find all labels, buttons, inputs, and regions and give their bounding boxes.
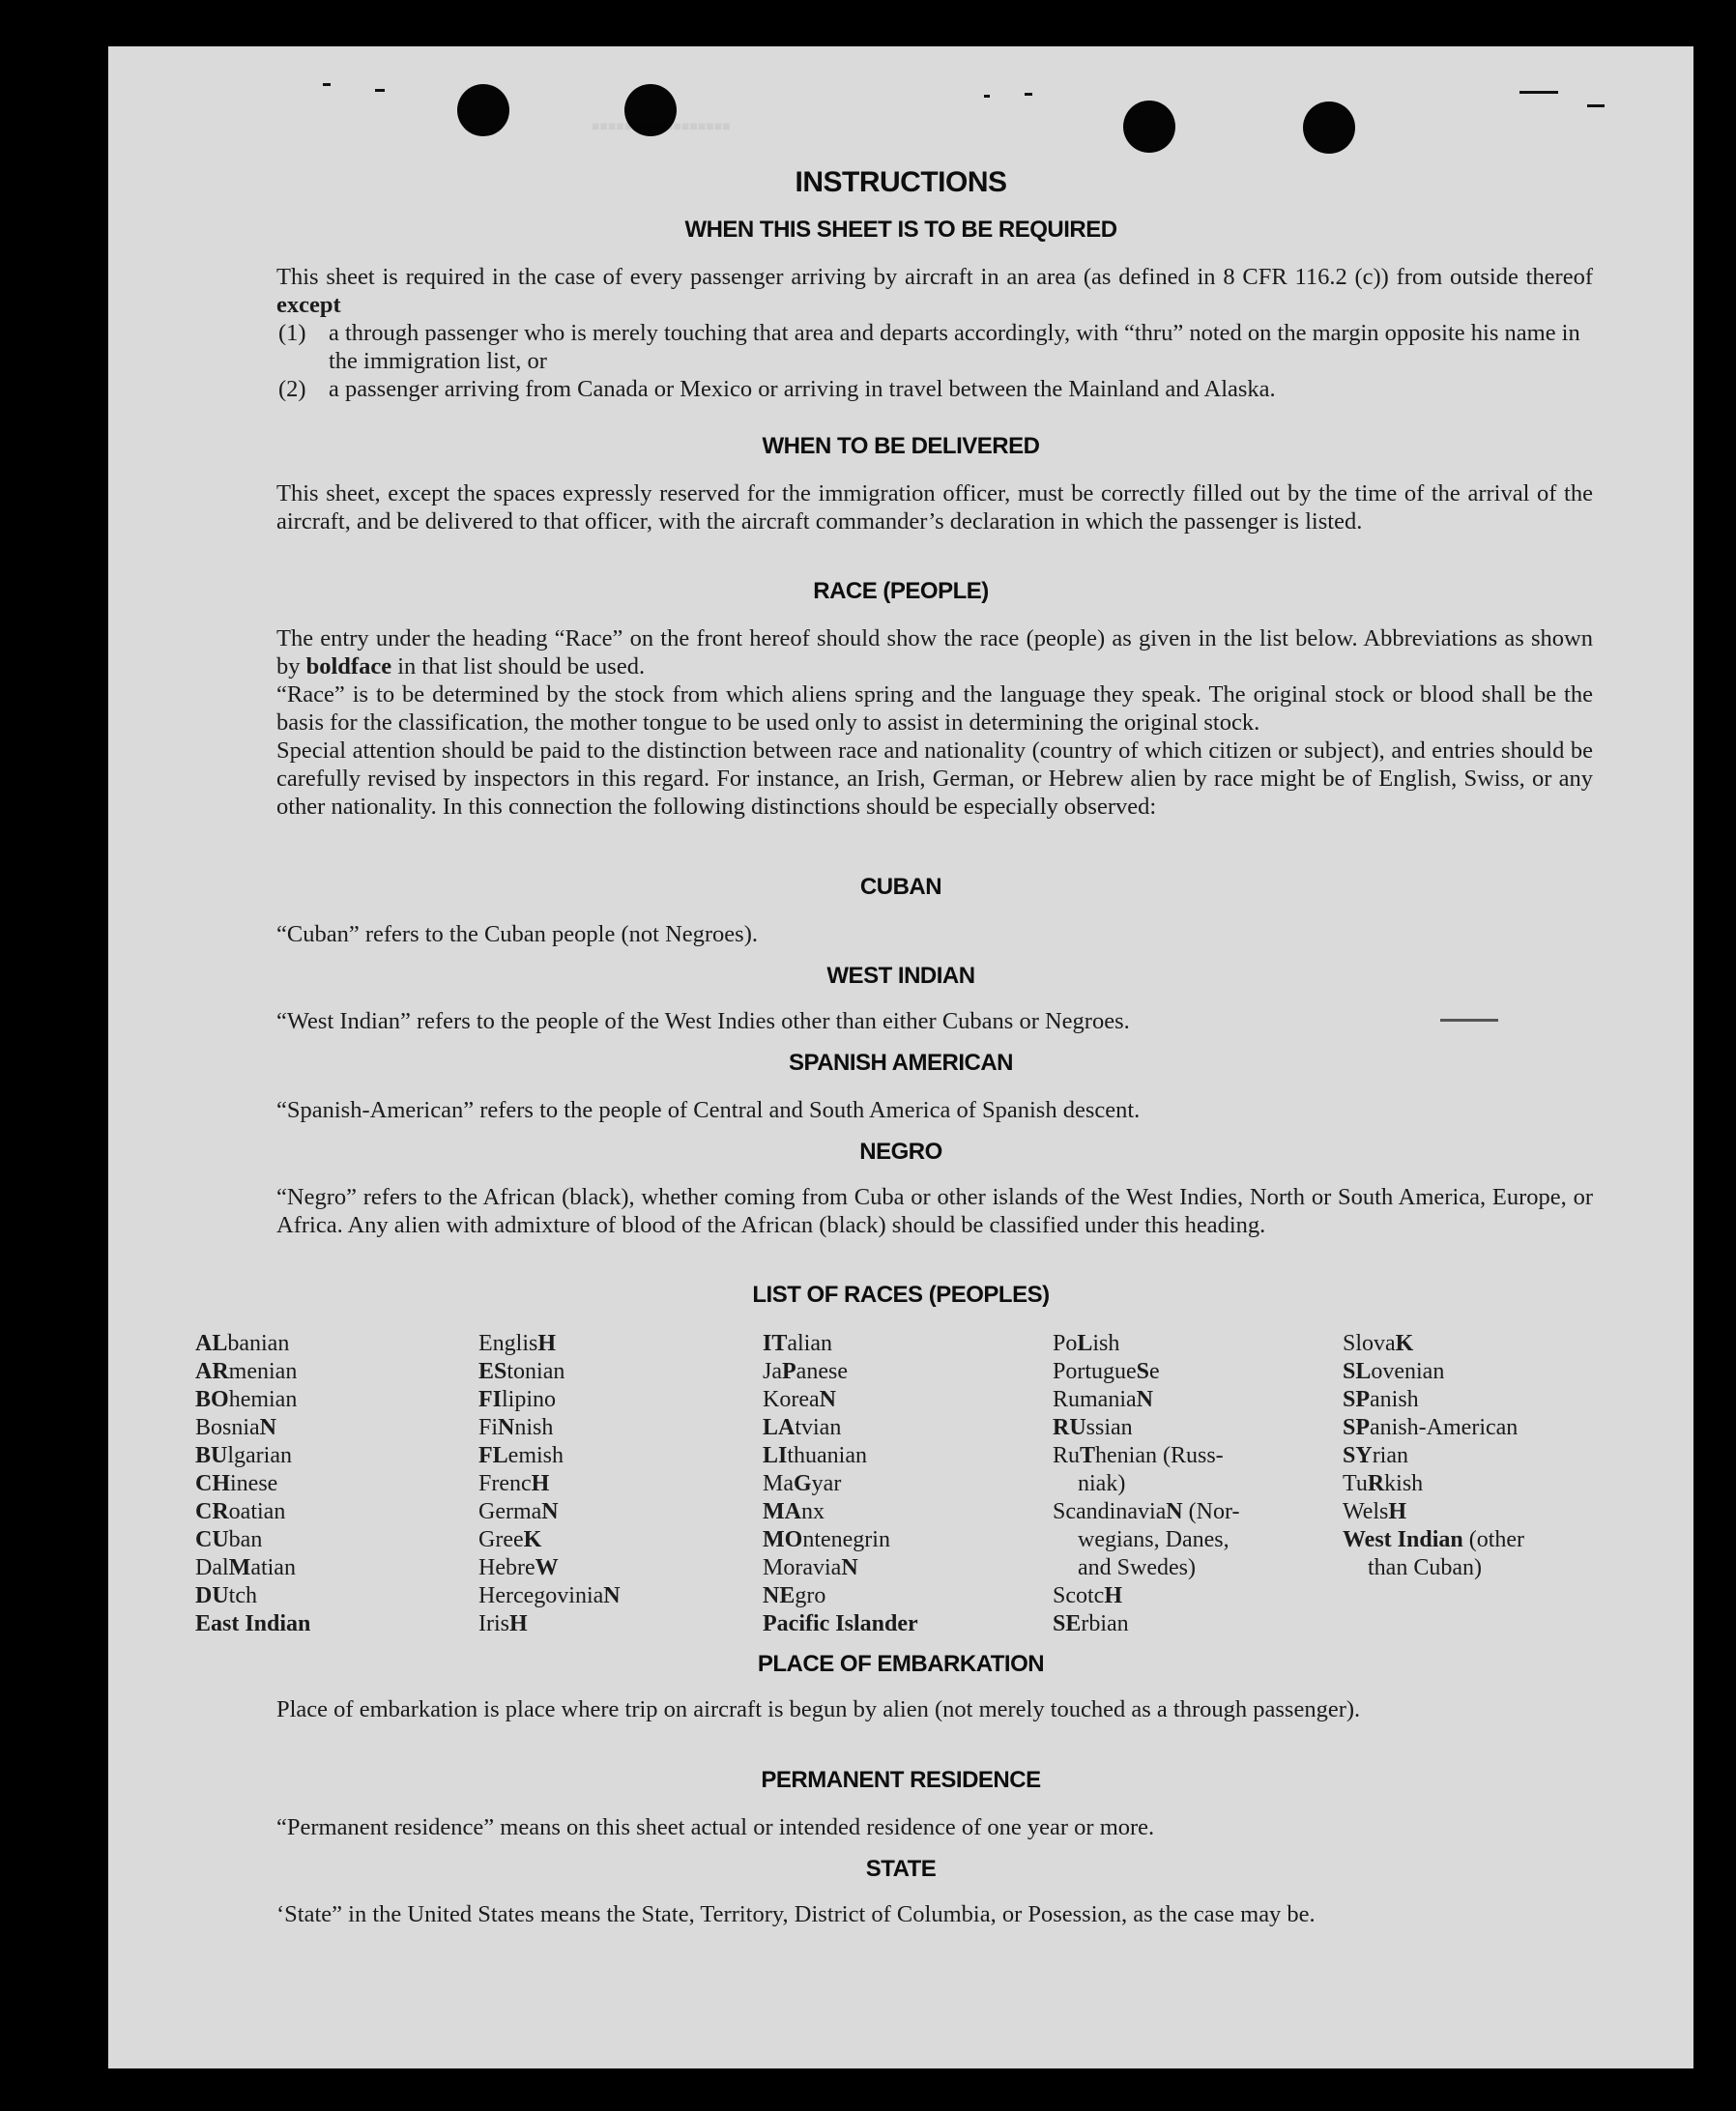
- speck: [1025, 93, 1032, 96]
- race-list-item: [763, 1330, 918, 1358]
- race-name-part: Tu: [1343, 1471, 1368, 1496]
- race-name-part: kish: [1384, 1471, 1424, 1496]
- west-indian-text: “West Indian” refers to the people of the West Indies other than either Cubans or Negroes.: [276, 1008, 1130, 1034]
- race-name-part: wegians, Danes,: [1078, 1527, 1230, 1552]
- race-name-part: ban: [228, 1527, 263, 1552]
- race-abbrev-bold: N: [1136, 1387, 1153, 1412]
- residence-text: “Permanent residence” means on this sheet actual or intended residence of one year or more.: [276, 1814, 1155, 1840]
- race-name-part: Fi: [478, 1415, 499, 1440]
- race-name-part: banian: [227, 1331, 290, 1356]
- race-name-part: tvian: [795, 1415, 842, 1440]
- speck: [375, 89, 385, 92]
- race-list-item: [1343, 1330, 1524, 1358]
- race-name-part: atian: [250, 1555, 296, 1580]
- race-abbrev-bold: W: [535, 1555, 559, 1580]
- race-list-item: [195, 1498, 310, 1526]
- race-abbrev-bold: N: [498, 1415, 515, 1440]
- race-name-part: rian: [1372, 1443, 1408, 1468]
- race-abbrev-bold: SP: [1343, 1415, 1371, 1440]
- race-name-part: hemian: [228, 1387, 298, 1412]
- race-list-item: [763, 1358, 918, 1386]
- race-name-part: Gree: [478, 1527, 524, 1552]
- race-abbrev-bold: CR: [195, 1499, 229, 1524]
- race-name-part: rbian: [1081, 1611, 1129, 1636]
- race-list-item: [1053, 1554, 1239, 1582]
- race-abbrev-bold: NE: [763, 1583, 796, 1608]
- race-list-item: [763, 1582, 918, 1610]
- race-list-item: [763, 1610, 918, 1638]
- race-name-part: Rumania: [1053, 1387, 1137, 1412]
- required-intro: This sheet is required in the case of every passenger arriving by aircraft in an area (as defined in 8 CFR 116.2 (c)) from outside thereof except: [276, 264, 1593, 318]
- race-list-item: [763, 1470, 918, 1498]
- race-name-part: niak): [1078, 1471, 1126, 1496]
- race-abbrev-bold: N: [603, 1583, 621, 1608]
- race-list-item: [763, 1498, 918, 1526]
- race-list-item: [195, 1358, 310, 1386]
- race-abbrev-bold: K: [1395, 1331, 1414, 1356]
- race-list-item: [478, 1526, 621, 1554]
- race-name-part: alian: [787, 1331, 832, 1356]
- race-name-part: nx: [800, 1499, 825, 1524]
- state-text: ‘State” in the United States means the State, Territory, District of Columbia, or Posession, as the case may be.: [276, 1901, 1316, 1927]
- race-list-item: [478, 1330, 621, 1358]
- race-abbrev-bold: K: [523, 1527, 542, 1552]
- punch-hole: [457, 84, 509, 136]
- race-abbrev-bold: N: [819, 1387, 836, 1412]
- race-list-item: [1053, 1442, 1239, 1470]
- race-abbrev-bold: LI: [763, 1443, 788, 1468]
- race-abbrev-bold: MA: [763, 1499, 801, 1524]
- race-abbrev-bold: West Indian: [1343, 1527, 1463, 1552]
- race-name-part: tch: [228, 1583, 257, 1608]
- race-name-part: tonian: [506, 1359, 565, 1384]
- race-name-part: ssian: [1085, 1415, 1133, 1440]
- race-list-item: [478, 1358, 621, 1386]
- speck: [1587, 104, 1605, 107]
- race-name-part: Wels: [1343, 1499, 1389, 1524]
- race-abbrev-bold: AR: [195, 1359, 229, 1384]
- race-list-item: [478, 1386, 621, 1414]
- race-name-part: Germa: [478, 1499, 542, 1524]
- race-list-item: [1343, 1554, 1524, 1582]
- show-through-text: ■■■■■■■■■■■■■■■■■: [592, 118, 731, 133]
- race-list-item: [1053, 1414, 1239, 1442]
- race-abbrev-bold: AL: [195, 1331, 228, 1356]
- race-list-column: [478, 1330, 621, 1638]
- race-name-part: than Cuban): [1368, 1555, 1482, 1580]
- heading-spanish-american: SPANISH AMERICAN: [788, 1050, 1013, 1076]
- race-name-part: and Swedes): [1078, 1555, 1196, 1580]
- race-name-part: ish: [1092, 1331, 1120, 1356]
- race-name-part: Portugue: [1053, 1359, 1137, 1384]
- required-item-1: (1) a through passenger who is merely touching that area and departs accordingly, with “thru” noted on the margin opposite his name in the immigration list, or: [278, 320, 1580, 374]
- race-name-part: Moravia: [763, 1555, 842, 1580]
- race-abbrev-bold: H: [1388, 1499, 1407, 1524]
- delivered-text: This sheet, except the spaces expressly reserved for the immigration officer, must be correctly filled out by the time of the arrival of the aircraft, and be delivered to that officer, with the aircraft commander’s declaration in which the passenger is listed.: [276, 480, 1593, 535]
- race-name-part: Dal: [195, 1555, 229, 1580]
- race-list-item: [478, 1414, 621, 1442]
- race-list-item: [195, 1442, 310, 1470]
- punch-hole: [1303, 101, 1355, 154]
- race-name-part: Ma: [763, 1471, 794, 1496]
- race-abbrev-bold: H: [537, 1331, 557, 1356]
- race-list-item: [1343, 1386, 1524, 1414]
- heading-negro: NEGRO: [859, 1139, 942, 1165]
- race-abbrev-bold: RU: [1053, 1415, 1086, 1440]
- heading-permanent-residence: PERMANENT RESIDENCE: [761, 1767, 1041, 1793]
- except-bold: except: [276, 292, 341, 318]
- race-name-part: thuanian: [787, 1443, 867, 1468]
- race-name-part: Korea: [763, 1387, 820, 1412]
- race-name-part: (other: [1462, 1527, 1525, 1552]
- race-list-column: [1343, 1330, 1524, 1582]
- race-list-item: [1053, 1330, 1239, 1358]
- race-name-part: yar: [811, 1471, 842, 1496]
- race-list-item: [478, 1442, 621, 1470]
- race-abbrev-bold: H: [1104, 1583, 1122, 1608]
- race-name-part: anish: [1370, 1387, 1419, 1412]
- race-abbrev-bold: CH: [195, 1471, 230, 1496]
- heading-cuban: CUBAN: [859, 874, 942, 900]
- race-name-part: ntenegrin: [802, 1527, 890, 1552]
- race-list-item: [195, 1610, 310, 1638]
- race-abbrev-bold: CU: [195, 1527, 229, 1552]
- race-abbrev-bold: T: [1080, 1443, 1096, 1468]
- race-name-part: inese: [230, 1471, 278, 1496]
- race-abbrev-bold: LA: [763, 1415, 796, 1440]
- heading-list-of-races: LIST OF RACES (PEOPLES): [752, 1282, 1050, 1308]
- race-abbrev-bold: P: [782, 1359, 796, 1384]
- race-abbrev-bold: G: [794, 1471, 812, 1496]
- race-abbrev-bold: BU: [195, 1443, 228, 1468]
- race-list-item: [195, 1470, 310, 1498]
- race-list-item: [195, 1330, 310, 1358]
- race-name-part: emish: [507, 1443, 564, 1468]
- race-list-item: [1053, 1498, 1239, 1526]
- race-list-item: [1343, 1526, 1524, 1554]
- race-list-item: [478, 1610, 621, 1638]
- race-abbrev-bold: MO: [763, 1527, 803, 1552]
- race-list-item: [478, 1498, 621, 1526]
- race-name-part: menian: [228, 1359, 298, 1384]
- race-abbrev-bold: SE: [1053, 1611, 1082, 1636]
- race-list-item: [195, 1414, 310, 1442]
- race-name-part: anese: [796, 1359, 848, 1384]
- race-name-part: henian (Russ-: [1095, 1443, 1224, 1468]
- race-abbrev-bold: SP: [1343, 1387, 1371, 1412]
- race-abbrev-bold: FI: [478, 1387, 502, 1412]
- heading-state: STATE: [865, 1856, 937, 1882]
- race-name-part: e: [1149, 1359, 1160, 1384]
- race-abbrev-bold: R: [1367, 1471, 1385, 1496]
- race-abbrev-bold: N: [541, 1499, 559, 1524]
- race-name-part: Ru: [1053, 1443, 1081, 1468]
- race-list-item: [1343, 1498, 1524, 1526]
- race-name-part: Iris: [478, 1611, 509, 1636]
- race-name-part: nish: [514, 1415, 554, 1440]
- race-abbrev-bold: M: [228, 1555, 251, 1580]
- race-abbrev-bold: ES: [478, 1359, 507, 1384]
- race-list-item: [478, 1470, 621, 1498]
- race-list-column: [195, 1330, 310, 1638]
- race-list-item: [1343, 1358, 1524, 1386]
- page-title: INSTRUCTIONS: [795, 166, 1007, 198]
- race-name-part: gro: [795, 1583, 826, 1608]
- race-list-item: [1053, 1526, 1239, 1554]
- heading-when-delivered: WHEN TO BE DELIVERED: [762, 433, 1040, 459]
- race-name-part: Ja: [763, 1359, 782, 1384]
- race-abbrev-bold: L: [1077, 1331, 1093, 1356]
- race-list-item: [1343, 1414, 1524, 1442]
- race-name-part: Scandinavia: [1053, 1499, 1167, 1524]
- race-abbrev-bold: N: [1166, 1499, 1183, 1524]
- required-item-2: (2) a passenger arriving from Canada or Mexico or arriving in travel between the Mainland and Alaska.: [278, 376, 1276, 402]
- race-list-item: [763, 1526, 918, 1554]
- race-abbrev-bold: SL: [1343, 1359, 1372, 1384]
- race-name-part: lgarian: [227, 1443, 292, 1468]
- race-abbrev-bold: DU: [195, 1583, 229, 1608]
- race-name-part: Hercegovinia: [478, 1583, 604, 1608]
- race-list-item: [1053, 1582, 1239, 1610]
- race-list-item: [478, 1554, 621, 1582]
- heading-when-required: WHEN THIS SHEET IS TO BE REQUIRED: [684, 217, 1117, 243]
- race-name-part: ovenian: [1371, 1359, 1445, 1384]
- race-abbrev-bold: N: [259, 1415, 277, 1440]
- race-name-part: oatian: [228, 1499, 286, 1524]
- race-abbrev-bold: IT: [763, 1331, 788, 1356]
- race-name-part: Bosnia: [195, 1415, 260, 1440]
- race-list-item: [1053, 1386, 1239, 1414]
- race-name-part: Frenc: [478, 1471, 532, 1496]
- race-abbrev-bold: N: [841, 1555, 858, 1580]
- race-list-item: [1053, 1358, 1239, 1386]
- negro-text: “Negro” refers to the African (black), whether coming from Cuba or other islands of the West Indies, North or South America, Europe, or Africa. Any alien with admixture of blood of the African (black) should be classified under this heading.: [276, 1184, 1593, 1238]
- race-abbrev-bold: SY: [1343, 1443, 1373, 1468]
- race-name-part: Scotc: [1053, 1583, 1105, 1608]
- race-abbrev-bold: H: [531, 1471, 550, 1496]
- race-name-part: Hebre: [478, 1555, 535, 1580]
- race-list-item: [763, 1442, 918, 1470]
- race-list-item: [195, 1526, 310, 1554]
- race-text: The entry under the heading “Race” on the front hereof should show the race (people) as given in the list below. Abbreviations as shown by boldface in that list should be used. “Race” is to be determined by the stock from which aliens spring and the language they speak. The original stock or blood shall be the basis for the classification, the mother tongue to be used only to assist in determining the original stock. Special attention should be paid to the distinction between race and nationality (country of which citizen or subject), and entries should be carefully revised by inspectors in this regard. For instance, an Irish, German, or Hebrew alien by race might be of English, Swiss, or any other nationality. In this connection the following distinctions should be especially observed:: [276, 625, 1593, 820]
- race-name-part: lipino: [502, 1387, 557, 1412]
- race-list-item: [763, 1554, 918, 1582]
- race-list-column: [763, 1330, 918, 1638]
- race-abbrev-bold: BO: [195, 1387, 229, 1412]
- speck: [1519, 91, 1558, 94]
- race-name-part: Englis: [478, 1331, 538, 1356]
- race-list-item: [763, 1386, 918, 1414]
- race-list-item: [195, 1386, 310, 1414]
- race-abbrev-bold: East Indian: [195, 1611, 311, 1636]
- speck: [323, 83, 331, 86]
- race-list-item: [1053, 1610, 1239, 1638]
- heading-west-indian: WEST INDIAN: [826, 963, 975, 989]
- punch-hole: [1123, 101, 1175, 153]
- race-list-item: [1343, 1470, 1524, 1498]
- heading-place-of-embarkation: PLACE OF EMBARKATION: [757, 1651, 1045, 1677]
- race-list-item: [195, 1554, 310, 1582]
- cuban-text: “Cuban” refers to the Cuban people (not Negroes).: [276, 921, 758, 947]
- race-list-item: [763, 1414, 918, 1442]
- race-abbrev-bold: Pacific Islander: [763, 1611, 918, 1636]
- race-list-item: [478, 1582, 621, 1610]
- race-list-column: [1053, 1330, 1239, 1638]
- document-sheet: [108, 46, 1693, 2068]
- speck: [984, 95, 990, 98]
- race-name-part: anish-American: [1370, 1415, 1519, 1440]
- spanish-american-text: “Spanish-American” refers to the people of Central and South America of Spanish descent.: [276, 1097, 1141, 1123]
- heading-race: RACE (PEOPLE): [813, 578, 989, 604]
- race-name-part: Po: [1053, 1331, 1078, 1356]
- race-abbrev-bold: FL: [478, 1443, 508, 1468]
- race-abbrev-bold: H: [509, 1611, 528, 1636]
- race-list-item: [1053, 1470, 1239, 1498]
- race-name-part: Slova: [1343, 1331, 1396, 1356]
- race-abbrev-bold: S: [1136, 1359, 1150, 1384]
- race-name-part: (Nor-: [1182, 1499, 1240, 1524]
- race-list-item: [1343, 1442, 1524, 1470]
- race-list-item: [195, 1582, 310, 1610]
- embarkation-text: Place of embarkation is place where trip on aircraft is begun by alien (not merely touched as a through passenger).: [276, 1696, 1361, 1722]
